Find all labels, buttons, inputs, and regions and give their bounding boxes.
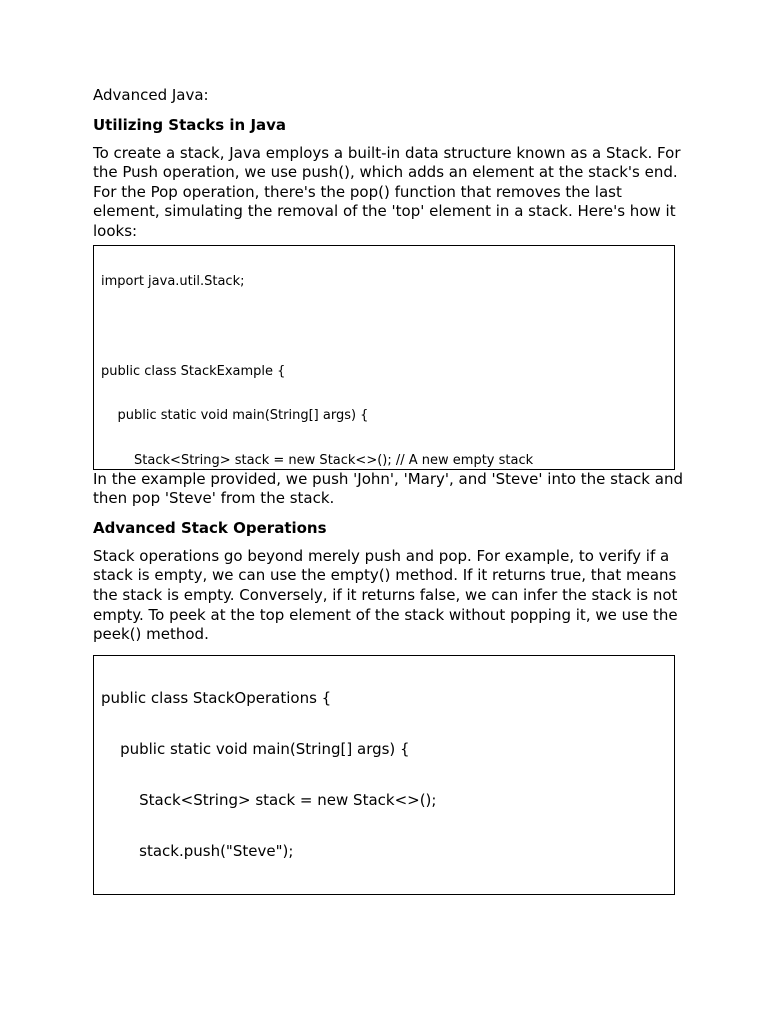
code-line: public class StackExample { [101, 363, 286, 379]
section-heading-advanced-operations: Advanced Stack Operations [93, 518, 327, 537]
code-line: stack.push("Steve"); [101, 841, 294, 860]
example-explanation-paragraph: In the example provided, we push 'John', 'Mary', and 'Steve' into the stack and then pop 'Steve' from the stack. [93, 469, 683, 508]
code-line: import java.util.Stack; [101, 274, 245, 290]
section-heading-utilizing-stacks: Utilizing Stacks in Java [93, 115, 287, 134]
code-block-stack-operations [93, 655, 675, 895]
document-page [93, 86, 683, 895]
code-line [101, 320, 674, 335]
advanced-operations-paragraph: Stack operations go beyond merely push and pop. For example, to verify if a stack is empty, we can use the empty() method. If it returns true, that means the stack is empty. Conversely, if it returns false, we can infer the stack is not empty. To peek at the top element of the stack without popping it, we use the peek() method. [93, 546, 678, 644]
document-title: Advanced Java: [93, 86, 209, 104]
code-line: public static void main(String[] args) { [101, 408, 369, 424]
code-block-stack-example [93, 245, 675, 470]
code-line: public static void main(String[] args) { [101, 739, 410, 758]
code-line: Stack<String> stack = new Stack<>(); // A new empty stack [101, 453, 534, 469]
code-line: public class StackOperations { [101, 688, 332, 707]
code-line: Stack<String> stack = new Stack<>(); [101, 790, 437, 809]
section-intro-paragraph: To create a stack, Java employs a built-in data structure known as a Stack. For the Push operation, we use push(), which adds an element at the stack's end. For the Pop operation, there's the pop() function that removes the last element, simulating the removal of the 'top' element in a stack. Here's how it looks: [93, 143, 681, 240]
code-line [101, 894, 674, 895]
